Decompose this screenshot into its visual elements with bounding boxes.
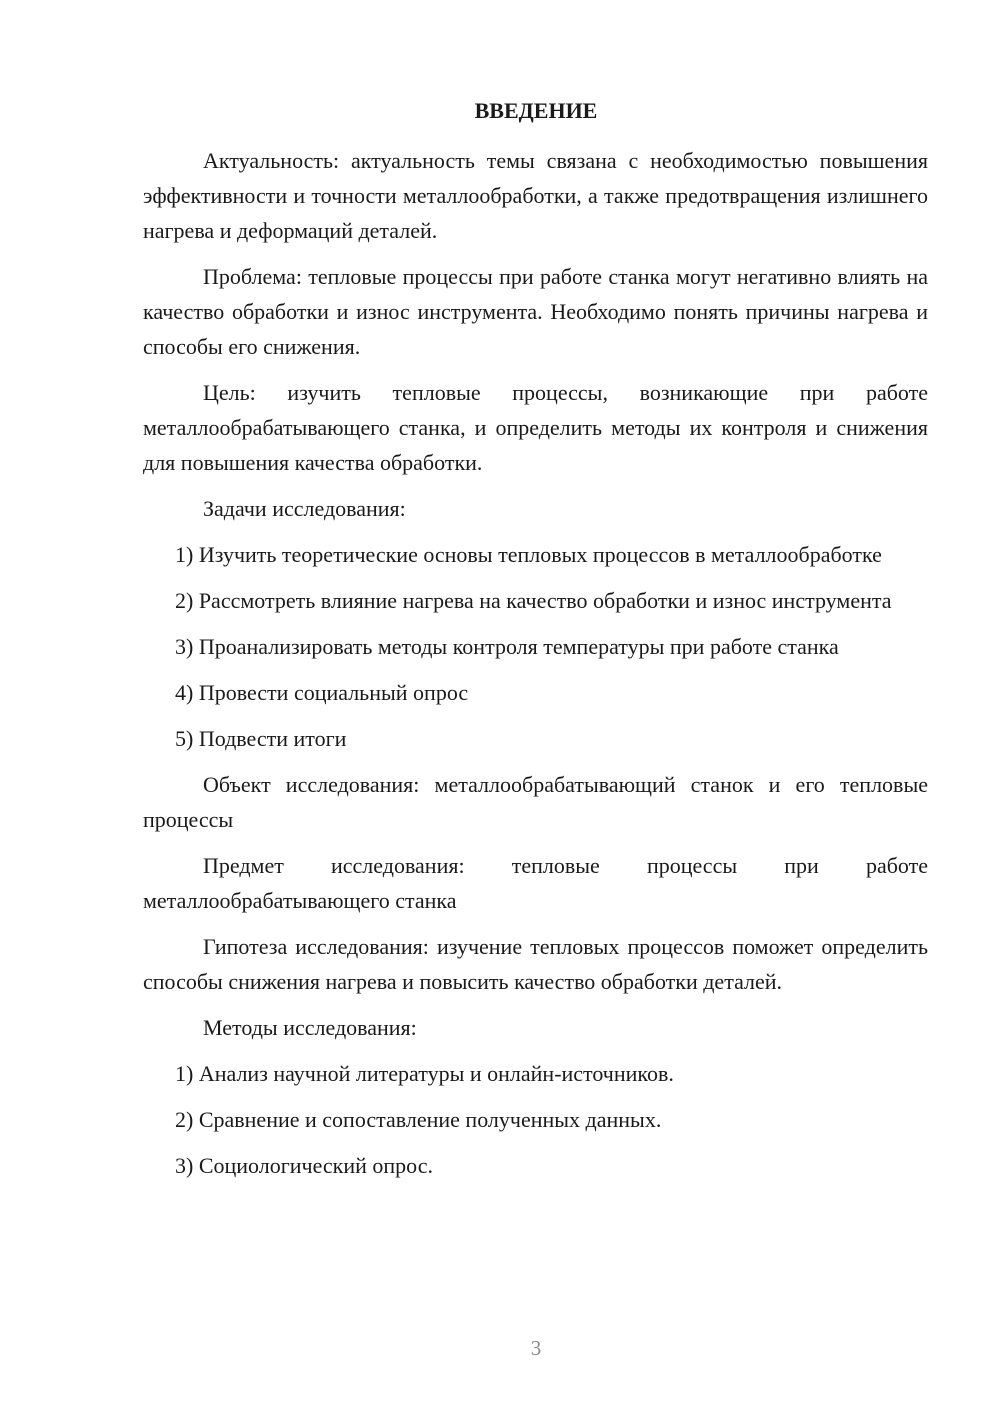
document-body: [143, 143, 928, 1194]
methods-heading: Методы исследования:: [203, 1015, 417, 1040]
hypothesis-paragraph: Гипотеза исследования: изучение тепловых процессов поможет определить способы снижения нагрева и повысить качество обработки деталей.: [143, 934, 928, 994]
section-title: ВВЕДЕНИЕ: [474, 98, 598, 123]
page-number: 3: [530, 1336, 542, 1360]
task-item: 1) Изучить теоретические основы тепловых процессов в металлообработке: [175, 542, 882, 567]
goal-paragraph: Цель: изучить тепловые процессы, возникающие при работе металлообрабатывающего станка, и определить методы их контроля и снижения для повышения качества обработки.: [143, 380, 928, 475]
problem-paragraph: Проблема: тепловые процессы при работе станка могут негативно влиять на качество обработки и износ инструмента. Необходимо понять причины нагрева и способы его снижения.: [143, 264, 928, 359]
tasks-heading: Задачи исследования:: [203, 496, 406, 521]
task-item: 2) Рассмотреть влияние нагрева на качество обработки и износ инструмента: [175, 588, 892, 613]
subject-paragraph: Предмет исследования: тепловые процессы при работе металлообрабатывающего станка: [143, 853, 928, 913]
method-item: 3) Социологический опрос.: [175, 1153, 433, 1178]
task-item: 3) Проанализировать методы контроля температуры при работе станка: [175, 634, 839, 659]
relevance-paragraph: Актуальность: актуальность темы связана с необходимостью повышения эффективности и точности металлообработки, а также предотвращения излишнего нагрева и деформаций деталей.: [143, 148, 928, 243]
task-item: 4) Провести социальный опрос: [175, 680, 469, 705]
method-item: 1) Анализ научной литературы и онлайн-источников.: [175, 1061, 674, 1086]
object-paragraph: Объект исследования: металлообрабатывающий станок и его тепловые процессы: [143, 772, 928, 832]
method-item: 2) Сравнение и сопоставление полученных данных.: [175, 1107, 662, 1132]
task-item: 5) Подвести итоги: [175, 726, 347, 751]
